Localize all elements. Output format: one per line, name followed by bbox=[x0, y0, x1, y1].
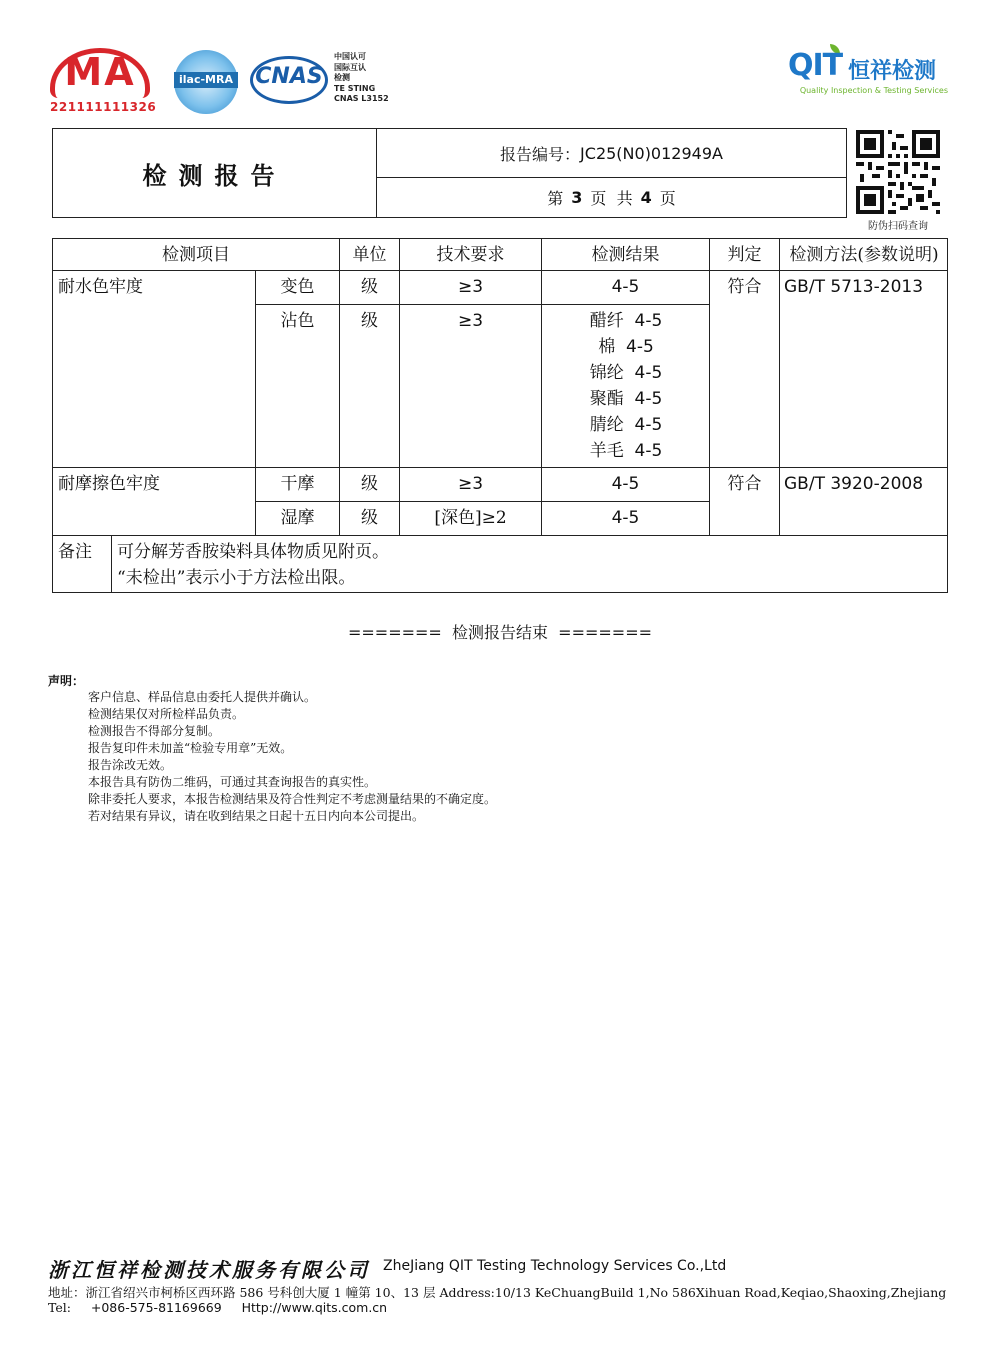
sub-item-wet-rub: 湿摩 bbox=[280, 508, 315, 528]
judgement-cell: 符合 bbox=[727, 474, 762, 494]
unit-cell: 级 bbox=[361, 277, 378, 297]
cnas-label: CNAS bbox=[255, 64, 323, 89]
logo-row bbox=[46, 40, 956, 120]
cma-number: 221111111326 bbox=[50, 100, 157, 114]
page-current: 3 bbox=[571, 188, 583, 207]
page-mid: 页 共 bbox=[590, 189, 633, 208]
declaration-title: 声明： bbox=[48, 674, 85, 688]
cnas-cert-line: CNAS L3152 bbox=[334, 94, 389, 103]
cnas-cert-line: 国际互认 bbox=[334, 62, 366, 72]
fiber-name: 锦纶 bbox=[589, 363, 624, 383]
results-table bbox=[52, 238, 948, 593]
report-number-row bbox=[377, 129, 846, 178]
fiber-value: 4-5 bbox=[634, 389, 663, 409]
company-address: 地址：浙江省绍兴市柯桥区西环路 586 号科创大厦 1 幢第 10、13 层 Address:10/13 KeChuangBuild 1,No 586Xihuan Road,Keqiao,Shaoxing,Zhejiang bbox=[48, 1285, 947, 1300]
result-cell: 4-5 bbox=[611, 508, 640, 528]
fiber-value: 4-5 bbox=[634, 363, 663, 383]
header-result: 检测结果 bbox=[591, 245, 660, 265]
unit-cell: 级 bbox=[361, 311, 378, 331]
declaration-item: 本报告具有防伪二维码，可通过其查询报告的真实性。 bbox=[88, 775, 377, 789]
item-water-fastness: 耐水色牢度 bbox=[58, 277, 143, 297]
report-title: 检测报告 bbox=[53, 129, 377, 217]
staining-result-row bbox=[542, 386, 710, 412]
sub-item-staining: 沾色 bbox=[280, 311, 315, 331]
qit-tagline: Quality Inspection & Testing Services bbox=[799, 86, 948, 95]
judgement-cell: 符合 bbox=[727, 277, 762, 297]
header-unit: 单位 bbox=[352, 245, 387, 265]
staining-result-row bbox=[542, 438, 710, 464]
tel-label: Tel: bbox=[48, 1300, 71, 1315]
remarks-label: 备注 bbox=[58, 542, 92, 562]
unit-cell: 级 bbox=[361, 508, 378, 528]
declaration-item: 检测结果仅对所检样品负责。 bbox=[88, 707, 245, 721]
header-method: 检测方法(参数说明) bbox=[789, 245, 939, 265]
staining-result-row bbox=[542, 412, 710, 438]
cma-letters: MA bbox=[64, 50, 136, 94]
report-end-marker: ======= 检测报告结束 ======= bbox=[347, 623, 653, 642]
page-suffix: 页 bbox=[659, 189, 676, 208]
requirement-cell: ≥3 bbox=[457, 474, 484, 494]
declaration-item: 若对结果有异议，请在收到结果之日起十五日内向本公司提出。 bbox=[88, 809, 425, 823]
method-cell: GB/T 3920-2008 bbox=[784, 474, 924, 494]
qit-name: 恒祥检测 bbox=[848, 59, 937, 84]
website-link[interactable]: Http://www.qits.com.cn bbox=[241, 1300, 388, 1315]
company-name-cn: 浙江恒祥检测技术服务有限公司 bbox=[48, 1258, 370, 1282]
staining-result-row bbox=[542, 360, 710, 386]
result-cell: 4-5 bbox=[611, 277, 640, 297]
remarks-line: “未检出”表示小于方法检出限。 bbox=[117, 568, 356, 588]
qr-code-icon bbox=[856, 130, 940, 214]
cma-logo bbox=[50, 48, 157, 118]
declaration-item: 除非委托人要求，本报告检测结果及符合性判定不考虑测量结果的不确定度。 bbox=[88, 792, 497, 806]
remarks-line: 可分解芳香胺染料具体物质见附页。 bbox=[117, 542, 389, 562]
declaration-list bbox=[88, 689, 788, 825]
report-number: JC25(N0)012949A bbox=[580, 143, 723, 163]
requirement-cell: ≥3 bbox=[457, 277, 484, 297]
cnas-cert-line: 中国认可 bbox=[334, 52, 366, 61]
header-item: 检测项目 bbox=[162, 245, 230, 265]
declaration-item: 报告复印件未加盖“检验专用章”无效。 bbox=[88, 741, 293, 755]
declaration-item: 客户信息、样品信息由委托人提供并确认。 bbox=[88, 690, 317, 704]
staining-result-row bbox=[542, 308, 710, 334]
fiber-value: 4-5 bbox=[634, 441, 663, 461]
cnas-cert-text bbox=[334, 52, 414, 105]
header-judgement: 判定 bbox=[727, 245, 762, 265]
cnas-cert-line: 检测 bbox=[334, 73, 350, 82]
page-prefix: 第 bbox=[547, 189, 564, 208]
company-name-en: ZheJiang QIT Testing Technology Services Co.,Ltd bbox=[383, 1258, 727, 1274]
page-indicator bbox=[377, 178, 846, 217]
qit-mark: QIT bbox=[788, 48, 843, 83]
report-number-label: 报告编号： bbox=[500, 144, 581, 164]
fiber-value: 4-5 bbox=[634, 311, 663, 331]
cnas-cert-line: TE STING bbox=[334, 83, 376, 93]
fiber-name: 腈纶 bbox=[589, 415, 624, 435]
unit-cell: 级 bbox=[361, 474, 378, 494]
requirement-cell: ≥3 bbox=[457, 311, 484, 331]
page-total: 4 bbox=[640, 188, 652, 207]
declaration-item: 报告涂改无效。 bbox=[88, 758, 173, 772]
cnas-logo bbox=[250, 52, 328, 108]
requirement-cell: [深色]≥2 bbox=[434, 508, 507, 528]
declaration-item: 检测报告不得部分复制。 bbox=[88, 724, 221, 738]
result-cell: 4-5 bbox=[611, 474, 640, 494]
qr-caption: 防伪扫码查询 bbox=[868, 221, 928, 232]
item-rubbing-fastness: 耐摩擦色牢度 bbox=[58, 474, 160, 494]
fiber-name: 棉 bbox=[598, 337, 616, 357]
method-cell: GB/T 5713-2013 bbox=[784, 277, 924, 297]
ilac-mra-label: ilac-MRA bbox=[174, 72, 238, 88]
staining-result-row bbox=[542, 334, 710, 360]
header-requirement: 技术要求 bbox=[436, 245, 505, 265]
sub-item-discoloration: 变色 bbox=[280, 277, 315, 297]
fiber-name: 聚酯 bbox=[589, 389, 624, 409]
fiber-name: 醋纤 bbox=[589, 311, 624, 331]
tel-number: +086-575-81169669 bbox=[90, 1300, 222, 1315]
ilac-mra-logo bbox=[174, 50, 238, 114]
fiber-value: 4-5 bbox=[634, 415, 663, 435]
fiber-value: 4-5 bbox=[626, 337, 654, 357]
fiber-name: 羊毛 bbox=[589, 441, 624, 461]
qit-logo bbox=[788, 48, 948, 98]
title-box bbox=[52, 128, 847, 218]
contact-row bbox=[48, 1300, 387, 1315]
sub-item-dry-rub: 干摩 bbox=[280, 474, 315, 494]
